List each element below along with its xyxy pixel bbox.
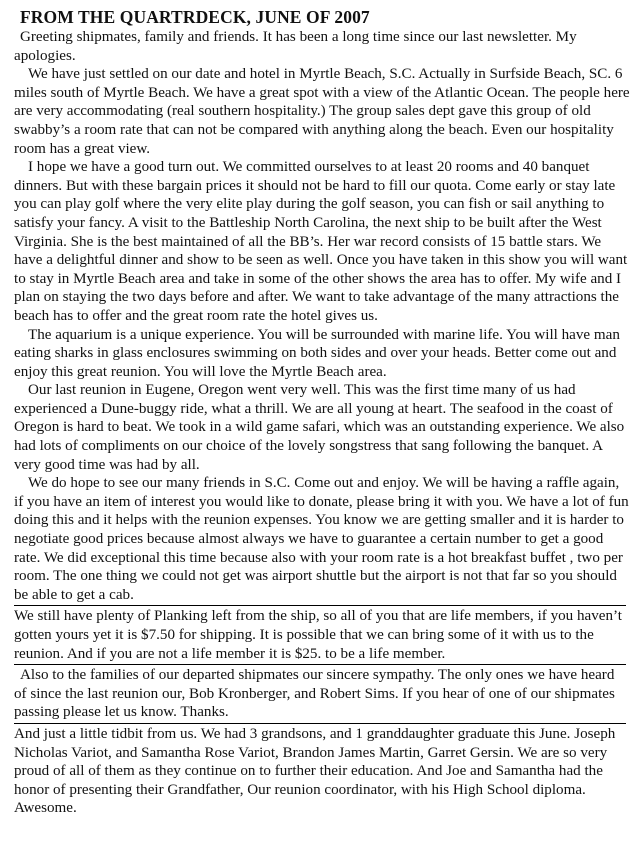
turnout-paragraph: I hope we have a good turn out. We committed ourselves to at least 20 rooms and 40 banquet dinners. But with these bargain prices it should not be hard to fill our quota. Come early or stay late you can play golf where the very elite play during the golf season, you can fish or sail anything to satisfy your fancy. A visit to the Battleship North Carolina, the next ship to be built after the West Virginia. She is the best maintained of all the BB’s. Her war record consists of 15 battle stars. We have a delightful dinner and show to be seen as well. Once you have taken in this show you will want to stay in Myrtle Beach area and take in some of the other shows the area has to offer. My wife and I plan on staying the two days before and after. We want to take advantage of the many attractions the beach has to offer and the great room rate the hotel gives us.: [14, 159, 628, 324]
hotel-paragraph: We have just settled on our date and hotel in Myrtle Beach, S.C. Actually in Surfside Beach, SC. 6 miles south of Myrtle Beach. We have a great spot with a view of the Atlantic Ocean. The people here are very accommodating (real southern hospitality.) The group sales dept gave this group of old swabby’s a room rate that can not be compared with anything along the beach. Even our hospitality room has a great view.: [14, 66, 630, 157]
section-divider: [14, 664, 626, 665]
raffle-paragraph: We do hope to see our many friends in S.C. Come out and enjoy. We will be having a raffle again, if you have an item of interest you would like to donate, please bring it with you. We have a lot of fun doing this and it helps with the reunion expenses. You know we are getting smaller and it is harder to negotiate good prices because almost always we have to guarantee a certain number to get a good rate. We did exceptional this time because also with your room rate is a hot breakfast buffet , two per room. The one thing we could not get was airport shuttle but the airport is not that far so you should be able to get a cab.: [14, 475, 629, 603]
aquarium-paragraph: The aquarium is a unique experience. You will be surrounded with marine life. You will have man eating sharks in glass enclosures swimming on both sides and over your heads. Better come out and enjoy this great reunion. You will love the Myrtle Beach area.: [14, 326, 620, 380]
section-divider: [14, 723, 626, 724]
last-reunion-paragraph: Our last reunion in Eugene, Oregon went very well. This was the first time many of us had experienced a Dune-buggy ride, what a thrill. We are all young at heart. The seafood in the coast of Oregon is hard to beat. We took in a wild game safari, which was an outstanding experience. We also had lots of compliments on our choice of the lovely songstress that sang following the banquet. A very good time was had by all.: [14, 382, 625, 473]
greeting-paragraph: Greeting shipmates, family and friends. It has been a long time since our last newsletter. My apologies.: [14, 29, 577, 64]
graduation-paragraph: And just a little tidbit from us. We had 3 grandsons, and 1 granddaughter graduate this June. Joseph Nicholas Variot, and Samantha Rose Variot, Brandon James Martin, Garret Gersin. We are so very proud of all of them as they continue on to further their education. And Joe and Samantha had the honor of presenting their Grandfather, Our reunion coordinator, with his High School diploma. Awesome.: [14, 725, 616, 817]
sympathy-paragraph: Also to the families of our departed shipmates our sincere sympathy. The only ones we have heard of since the last reunion our, Bob Kronberger, and Robert Sims. If you hear of one of our shipmates passing please let us know. Thanks.: [14, 667, 615, 721]
newsletter-title: FROM THE QUARTRDECK, JUNE OF 2007: [20, 7, 370, 27]
section-divider: [14, 605, 626, 606]
planking-paragraph: We still have plenty of Planking left from the ship, so all of you that are life members, if you haven’t gotten yours yet it is $7.50 for shipping. It is possible that we can bring some of it with us to the reunion. And if you are not a life member it is $25. to be a life member.: [14, 608, 622, 662]
newsletter-page: [14, 6, 630, 818]
